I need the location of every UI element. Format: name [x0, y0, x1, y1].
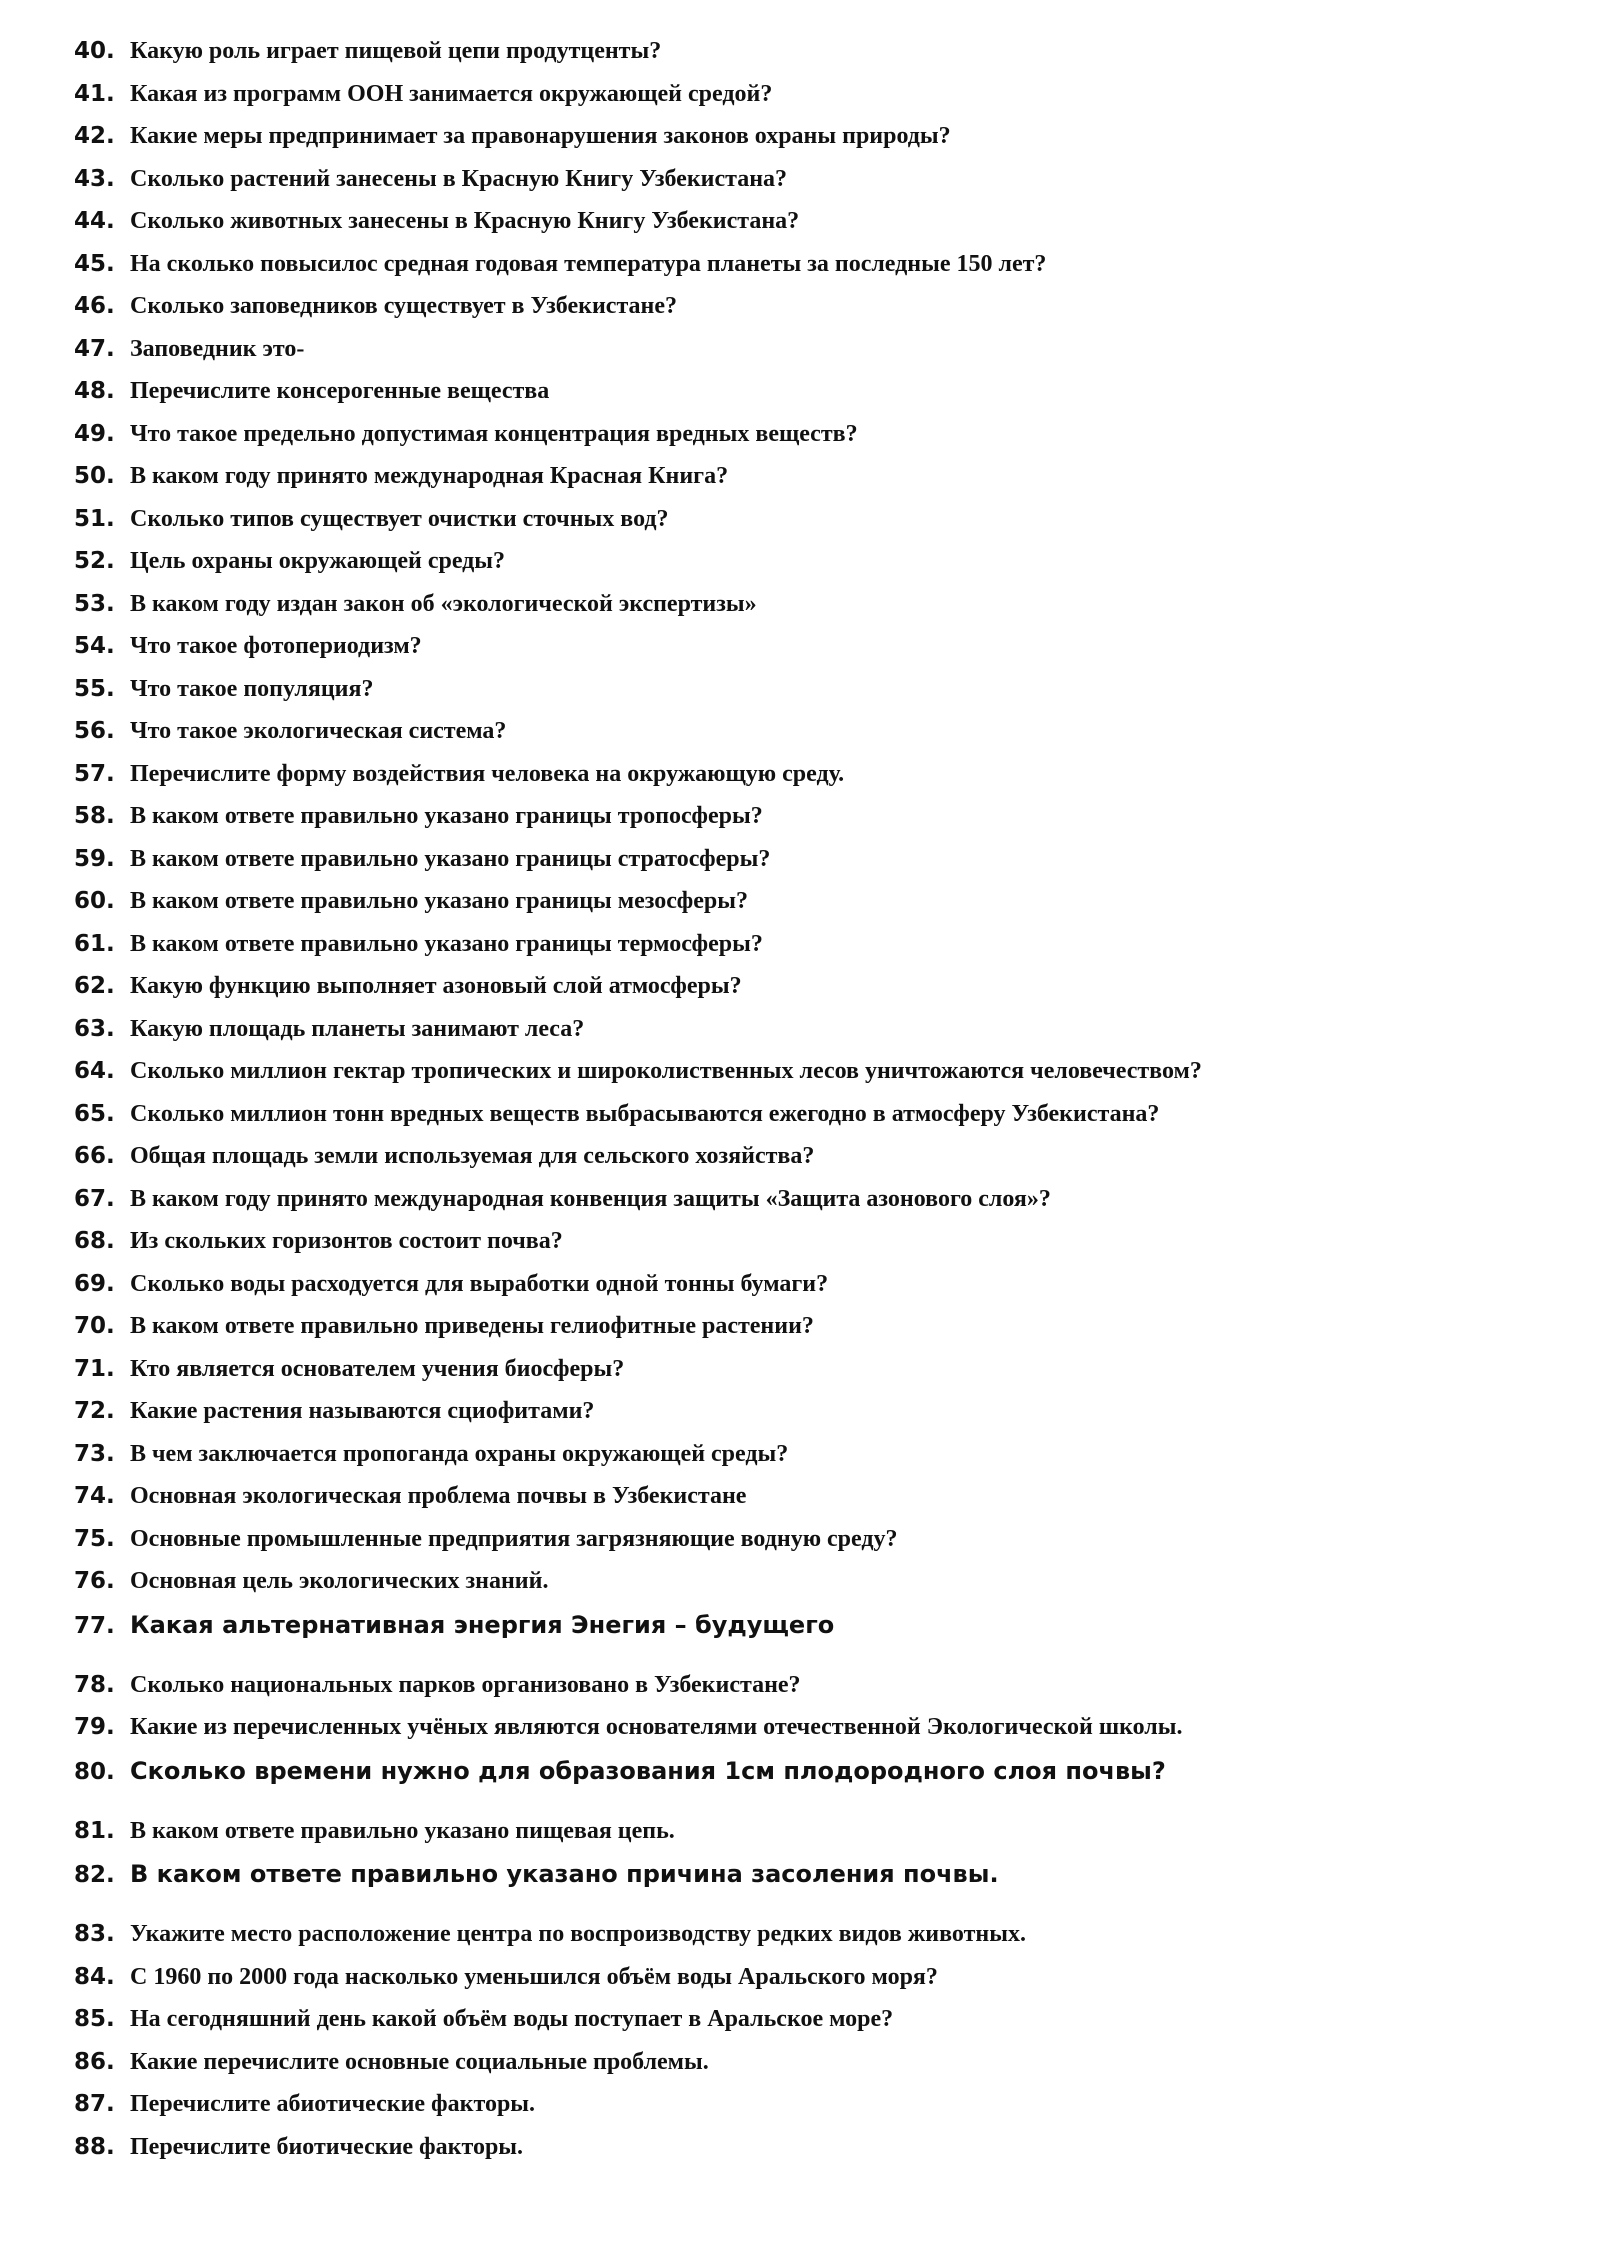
question-number: 63.	[74, 1015, 115, 1042]
question-number: 41.	[74, 80, 115, 107]
question-item	[74, 123, 1554, 166]
question-text: В каком году издан закон об «экологической экспертизы»	[130, 590, 757, 617]
question-item	[74, 931, 1554, 974]
question-text: Что такое популяция?	[130, 675, 374, 702]
question-number: 43.	[74, 165, 115, 192]
question-number: 49.	[74, 420, 115, 447]
question-item	[74, 591, 1554, 634]
question-text: Сколько растений занесены в Красную Книгу Узбекистана?	[130, 165, 788, 192]
question-item	[74, 1921, 1554, 1964]
question-number: 50.	[74, 463, 115, 489]
question-number: 66.	[74, 1143, 115, 1169]
question-number: 40.	[74, 38, 115, 64]
question-number: 69.	[74, 1270, 115, 1297]
question-item	[74, 1526, 1554, 1569]
question-text: Сколько времени нужно для образования 1см плодородного слоя почвы?	[130, 1756, 1166, 1785]
question-item	[74, 1398, 1554, 1441]
question-text: Какие перечислите основные социальные проблемы.	[130, 2048, 709, 2075]
question-number: 77.	[74, 1612, 115, 1639]
question-number: 85.	[74, 2006, 115, 2032]
question-item	[74, 251, 1554, 294]
question-text: Основные промышленные предприятия загрязняющие водную среду?	[130, 1525, 898, 1552]
question-number: 73.	[74, 1440, 115, 1467]
question-text: На сегодняшний день какой объём воды поступает в Аральское море?	[130, 2006, 894, 2032]
question-number: 60.	[74, 888, 115, 914]
question-number: 70.	[74, 1313, 115, 1339]
question-number: 53.	[74, 590, 115, 617]
question-item	[74, 81, 1554, 124]
question-number: 86.	[74, 2048, 115, 2075]
question-item	[74, 846, 1554, 889]
question-number: 64.	[74, 1058, 115, 1084]
question-number: 45.	[74, 250, 115, 277]
question-text: Цель охраны окружающей среды?	[130, 548, 506, 574]
question-item	[74, 2049, 1554, 2092]
question-item	[74, 336, 1554, 379]
question-number: 83.	[74, 1921, 115, 1947]
question-text: Перечислите биотические факторы.	[130, 2133, 524, 2160]
question-item	[74, 463, 1554, 506]
question-item	[74, 761, 1554, 804]
question-number: 54.	[74, 633, 115, 659]
question-item	[74, 718, 1554, 761]
question-text: В каком ответе правильно указано границы стратосферы?	[130, 845, 771, 872]
question-number: 48.	[74, 378, 115, 404]
question-number: 80.	[74, 1758, 115, 1785]
question-item	[74, 421, 1554, 464]
question-number: 62.	[74, 973, 115, 999]
question-number: 76.	[74, 1568, 115, 1594]
question-text: На сколько повысилос средная годовая температура планеты за последные 150 лет?	[130, 250, 1047, 277]
question-text: Сколько национальных парков организовано в Узбекистане?	[130, 1671, 801, 1698]
question-item	[74, 548, 1554, 591]
question-number: 87.	[74, 2091, 115, 2117]
question-text: В каком ответе правильно указано границы тропосферы?	[130, 803, 763, 829]
question-number: 81.	[74, 1817, 115, 1844]
question-number: 84.	[74, 1963, 115, 1990]
question-number: 52.	[74, 548, 115, 574]
question-number: 47.	[74, 335, 115, 362]
question-text: Какие из перечисленных учёных являются основателями отечественной Экологической школы.	[130, 1714, 1183, 1740]
question-item	[74, 1058, 1554, 1101]
question-number: 51.	[74, 505, 115, 532]
question-text: Какие меры предпринимает за правонарушения законов охраны природы?	[130, 123, 951, 149]
question-text: Перечислите абиотические факторы.	[130, 2091, 536, 2117]
question-item	[74, 378, 1554, 421]
question-item	[74, 1757, 1554, 1802]
question-item	[74, 2091, 1554, 2134]
question-text: Перечислите консерогенные вещества	[130, 378, 550, 404]
question-text: Сколько миллион тонн вредных веществ выбрасываются ежегодно в атмосферу Узбекистана?	[130, 1100, 1160, 1127]
question-text: Общая площадь земли используемая для сельского хозяйства?	[130, 1143, 815, 1169]
question-text: Какая из программ ООН занимается окружающей средой?	[130, 80, 773, 107]
question-item	[74, 1271, 1554, 1314]
question-number: 67.	[74, 1185, 115, 1212]
question-text: В каком ответе правильно приведены гелиофитные растении?	[130, 1313, 814, 1339]
question-text: С 1960 по 2000 года насколько уменьшился объём воды Аральского моря?	[130, 1963, 938, 1990]
question-item	[74, 1143, 1554, 1186]
question-text: Сколько миллион гектар тропических и широколиственных лесов уничтожаются человечеством?	[130, 1058, 1202, 1084]
question-item	[74, 1714, 1554, 1757]
question-text: Что такое предельно допустимая концентрация вредных веществ?	[130, 420, 858, 447]
question-item	[74, 1228, 1554, 1271]
question-text: Что такое экологическая система?	[130, 718, 507, 744]
question-text: Сколько заповедников существует в Узбекистане?	[130, 293, 678, 319]
question-number: 79.	[74, 1714, 115, 1740]
question-text: В каком году принято международная Красная Книга?	[130, 463, 729, 489]
question-number: 44.	[74, 208, 115, 234]
question-item	[74, 1611, 1554, 1656]
question-item	[74, 2134, 1554, 2177]
question-text: В чем заключается пропоганда охраны окружающей среды?	[130, 1440, 789, 1467]
question-text: В каком ответе правильно указано границы термосферы?	[130, 930, 763, 957]
question-list	[74, 38, 1554, 2176]
question-item	[74, 1313, 1554, 1356]
question-item	[74, 166, 1554, 209]
question-item	[74, 973, 1554, 1016]
question-item	[74, 633, 1554, 676]
question-item	[74, 1964, 1554, 2007]
question-item	[74, 1101, 1554, 1144]
question-number: 78.	[74, 1671, 115, 1698]
question-item	[74, 1672, 1554, 1715]
question-text: Какую площадь планеты занимают леса?	[130, 1015, 585, 1042]
question-item	[74, 506, 1554, 549]
question-text: Какие растения называются сциофитами?	[130, 1398, 595, 1424]
question-item	[74, 888, 1554, 931]
question-item	[74, 1186, 1554, 1229]
question-number: 72.	[74, 1398, 115, 1424]
question-number: 74.	[74, 1483, 115, 1509]
question-item	[74, 1016, 1554, 1059]
question-number: 42.	[74, 123, 115, 149]
question-text: Сколько воды расходуется для выработки одной тонны бумаги?	[130, 1270, 829, 1297]
question-item	[74, 803, 1554, 846]
question-text: Какую роль играет пищевой цепи продутценты?	[130, 38, 662, 64]
question-text: Основная цель экологических знаний.	[130, 1568, 549, 1594]
question-item	[74, 1568, 1554, 1611]
question-text: Что такое фотопериодизм?	[130, 633, 422, 659]
question-number: 75.	[74, 1525, 115, 1552]
question-number: 55.	[74, 675, 115, 702]
question-text: Сколько типов существует очистки сточных вод?	[130, 505, 669, 532]
question-text: В каком ответе правильно указано причина засоления почвы.	[130, 1860, 999, 1888]
question-item	[74, 1441, 1554, 1484]
question-text: Кто является основателем учения биосферы?	[130, 1355, 625, 1382]
question-item	[74, 1860, 1554, 1905]
question-text: Заповедник это-	[130, 335, 305, 362]
question-number: 57.	[74, 760, 115, 787]
question-text: Какую функцию выполняет азоновый слой атмосферы?	[130, 973, 742, 999]
question-item	[74, 1483, 1554, 1526]
question-item	[74, 676, 1554, 719]
question-text: Основная экологическая проблема почвы в Узбекистане	[130, 1483, 747, 1509]
question-number: 59.	[74, 845, 115, 872]
question-number: 58.	[74, 803, 115, 829]
question-text: Какая альтернативная энергия Энегия – будущего	[130, 1610, 835, 1639]
question-text: Перечислите форму воздействия человека на окружающую среду.	[130, 760, 845, 787]
question-text: Сколько животных занесены в Красную Книгу Узбекистана?	[130, 208, 800, 234]
question-number: 65.	[74, 1100, 115, 1127]
question-number: 68.	[74, 1228, 115, 1254]
question-text: Из скольких горизонтов состоит почва?	[130, 1228, 563, 1254]
question-item	[74, 1818, 1554, 1861]
question-text: В каком году принято международная конвенция защиты «Защита азонового слоя»?	[130, 1185, 1051, 1212]
question-number: 71.	[74, 1355, 115, 1382]
question-text: В каком ответе правильно указано границы мезосферы?	[130, 888, 748, 914]
question-number: 82.	[74, 1862, 115, 1888]
question-number: 46.	[74, 293, 115, 319]
question-item	[74, 2006, 1554, 2049]
question-text: Укажите место расположение центра по воспроизводству редких видов животных.	[130, 1921, 1026, 1947]
question-item	[74, 293, 1554, 336]
question-number: 88.	[74, 2133, 115, 2160]
question-number: 56.	[74, 718, 115, 744]
question-text: В каком ответе правильно указано пищевая цепь.	[130, 1817, 675, 1844]
question-item	[74, 1356, 1554, 1399]
question-number: 61.	[74, 930, 115, 957]
question-item	[74, 208, 1554, 251]
question-item	[74, 38, 1554, 81]
